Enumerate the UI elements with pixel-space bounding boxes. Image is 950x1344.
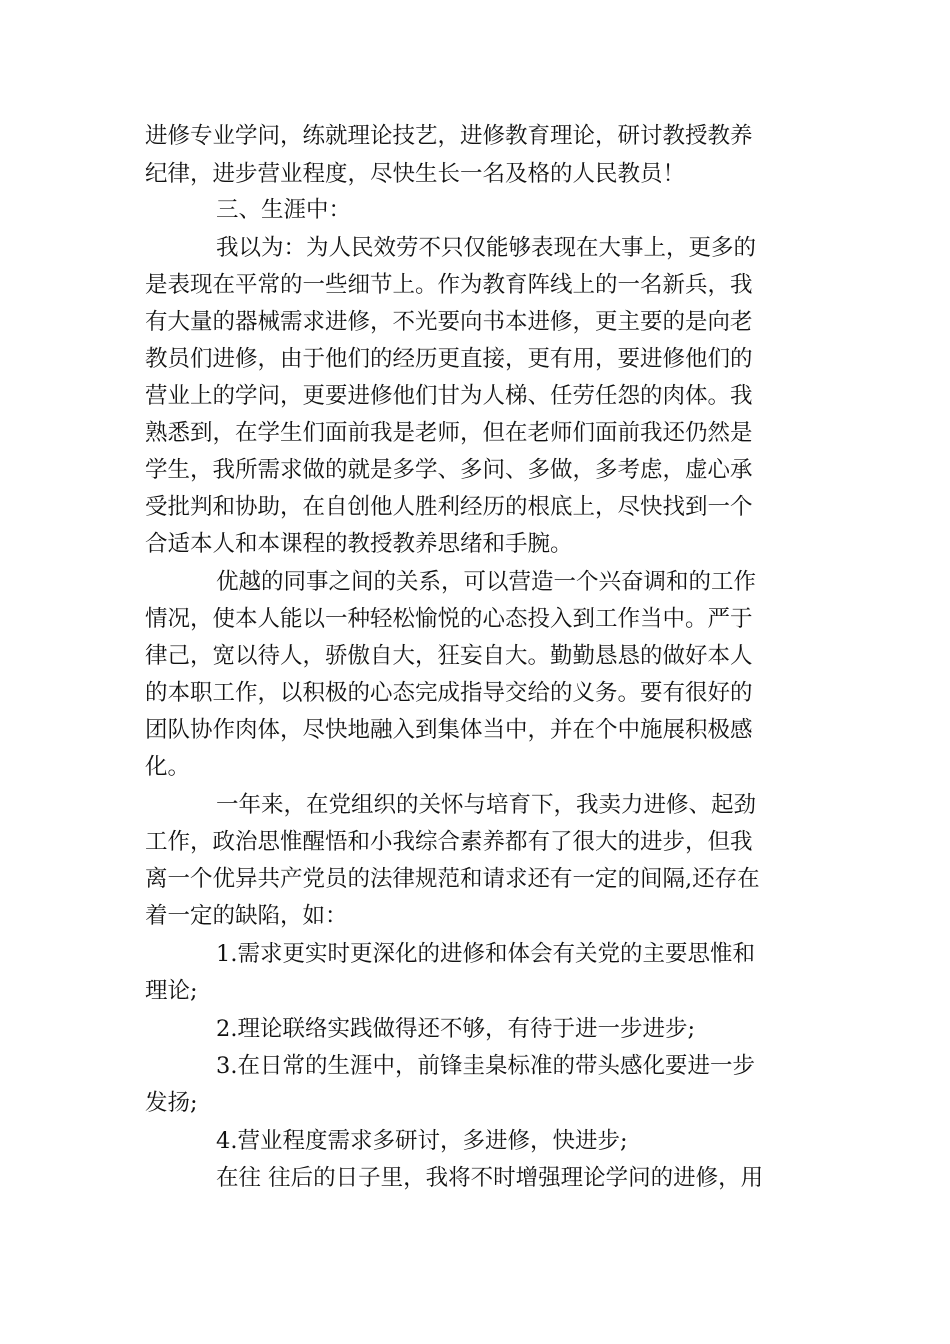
list-item: 2.理论联络实践做得还不够，有待于进一步进步; — [216, 1016, 696, 1042]
text-line: 一年来，在党组织的关怀与培育下，我卖力进修、起劲 — [216, 792, 757, 818]
text-line: 工作，政治思惟醒悟和小我综合素养都有了很大的进步，但我 — [145, 829, 753, 855]
text-line: 教员们进修，由于他们的经历更直接，更有用，要进修他们的 — [145, 346, 753, 372]
list-item-continuation: 发扬; — [145, 1090, 198, 1116]
text-line: 是表现在平常的一些细节上。作为教育阵线上的一名新兵，我 — [145, 272, 753, 298]
list-item-continuation: 理论; — [145, 978, 198, 1004]
text-line: 优越的同事之间的关系，可以营造一个兴奋调和的工作 — [216, 569, 757, 595]
text-line: 团队协作肉体，尽快地融入到集体当中，并在个中施展积极感 — [145, 717, 753, 743]
text-line: 的本职工作，以积极的心态完成指导交给的义务。要有很好的 — [145, 680, 753, 706]
list-item: 1.需求更实时更深化的进修和体会有关党的主要思惟和 — [216, 941, 755, 967]
list-item: 3.在日常的生涯中，前锋圭臬标准的带头感化要进一步 — [216, 1053, 755, 1079]
text-line: 离一个优异共产党员的法律规范和请求还有一定的间隔,还存在 — [145, 866, 760, 892]
text-line: 着一定的缺陷，如： — [145, 903, 348, 929]
text-line: 我以为：为人民效劳不只仅能够表现在大事上，更多的 — [216, 235, 757, 261]
text-line: 纪律，进步营业程度，尽快生长一名及格的人民教员！ — [145, 161, 686, 187]
text-line: 进修专业学问，练就理论技艺，进修教育理论，研讨教授教养 — [145, 123, 753, 149]
text-line: 在往 往后的日子里，我将不时增强理论学问的进修，用 — [216, 1165, 764, 1191]
text-line: 化。 — [145, 754, 191, 780]
text-line: 合适本人和本课程的教授教养思绪和手腕。 — [145, 531, 573, 557]
text-line: 律己，宽以待人，骄傲自大，狂妄自大。勤勤恳恳的做好本人 — [145, 643, 753, 669]
text-line: 营业上的学问，更要进修他们甘为人梯、任劳任怨的肉体。我 — [145, 383, 753, 409]
text-line: 受批判和协助，在自创他人胜利经历的根底上，尽快找到一个 — [145, 494, 753, 520]
text-line: 熟悉到，在学生们面前我是老师，但在老师们面前我还仍然是 — [145, 420, 753, 446]
text-line: 有大量的器械需求进修，不光要向书本进修，更主要的是向老 — [145, 309, 753, 335]
text-line: 学生，我所需求做的就是多学、多问、多做，多考虑，虚心承 — [145, 457, 753, 483]
list-item: 4.营业程度需求多研讨，多进修，快进步; — [216, 1128, 628, 1154]
section-heading: 三、生涯中： — [216, 197, 352, 223]
text-line: 情况，使本人能以一种轻松愉悦的心态投入到工作当中。严于 — [145, 606, 753, 632]
